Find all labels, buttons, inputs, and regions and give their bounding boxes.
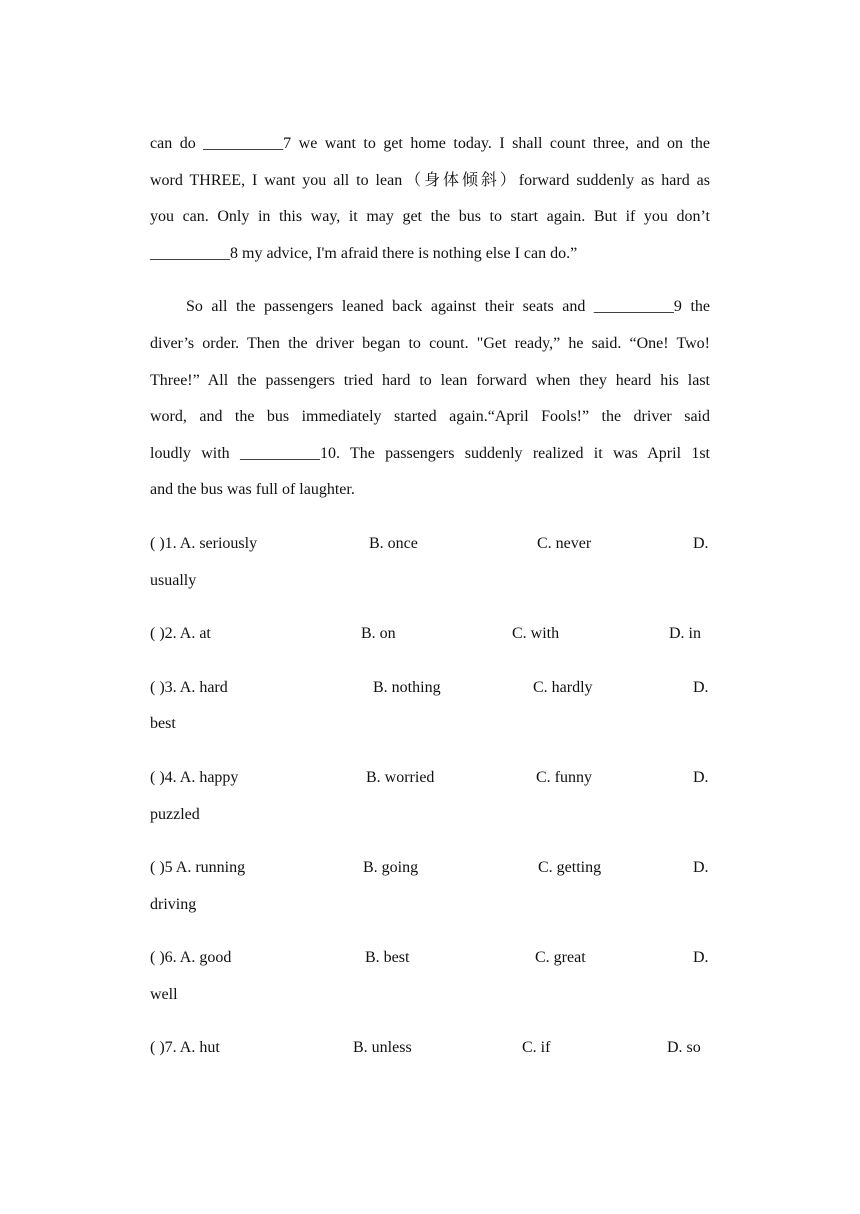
question-stem: ( )3. A. hard: [150, 678, 228, 696]
option-d: D.: [693, 859, 709, 877]
text-line: loudly with __________10. The passengers suddenly realized it was April 1st: [150, 444, 710, 462]
option-d: D. so: [667, 1039, 701, 1057]
option-d: D.: [693, 949, 709, 967]
option-d: D.: [693, 678, 709, 696]
text-line: __________8 my advice, I'm afraid there is nothing else I can do.”: [150, 244, 578, 262]
option-d-continued: puzzled: [150, 805, 200, 823]
question-stem: ( )5 A. running: [150, 859, 246, 877]
question-stem: ( )6. A. good: [150, 949, 232, 967]
question-stem: ( )4. A. happy: [150, 768, 239, 786]
question-7: [150, 1030, 710, 1067]
option-d: D. in: [669, 625, 701, 643]
question-stem: ( )2. A. at: [150, 625, 211, 643]
option-b: B. best: [365, 949, 410, 967]
option-d-continued: driving: [150, 895, 197, 913]
option-c: C. funny: [536, 768, 592, 786]
question-1: [150, 526, 710, 599]
option-d: D.: [693, 768, 709, 786]
question-3: [150, 670, 710, 743]
option-b: B. going: [363, 859, 419, 877]
option-d-continued: best: [150, 715, 176, 733]
passage-paragraph-1: [150, 126, 710, 272]
text-line: and the bus was full of laughter.: [150, 481, 355, 499]
text-line: can do __________7 we want to get home today. I shall count three, and on the: [150, 135, 710, 152]
text-line: So all the passengers leaned back against their seats and __________9 the: [186, 298, 710, 316]
question-4: [150, 760, 710, 833]
option-c: C. with: [512, 625, 560, 643]
question-stem: ( )1. A. seriously: [150, 534, 258, 552]
question-5: [150, 850, 710, 923]
question-6: [150, 940, 710, 1013]
text-line: word, and the bus immediately started again.“April Fools!” the driver said: [150, 408, 710, 426]
option-d-continued: usually: [150, 571, 197, 589]
question-stem: ( )7. A. hut: [150, 1039, 220, 1057]
option-d-continued: well: [150, 985, 178, 1003]
question-2: [150, 616, 710, 653]
option-b: B. worried: [366, 768, 435, 786]
option-b: B. on: [361, 625, 396, 643]
option-c: C. getting: [538, 859, 602, 877]
option-b: B. unless: [353, 1039, 412, 1057]
option-b: B. once: [369, 534, 418, 552]
passage-paragraph-2: [150, 289, 710, 509]
option-c: C. if: [522, 1039, 551, 1057]
text-line: Three!” All the passengers tried hard to lean forward when they heard his last: [150, 371, 710, 389]
option-b: B. nothing: [373, 678, 441, 696]
option-c: C. never: [537, 534, 592, 552]
text-line: diver’s order. Then the driver began to count. "Get ready,” he said. “One! Two!: [150, 334, 710, 352]
option-d: D.: [693, 534, 709, 552]
option-c: C. hardly: [533, 678, 593, 696]
document-page: [150, 126, 710, 1067]
text-line: word THREE, I want you all to lean（身体倾斜）forward suddenly as hard as: [150, 171, 710, 189]
option-c: C. great: [535, 949, 586, 967]
text-line: you can. Only in this way, it may get the bus to start again. But if you don’t: [150, 208, 710, 226]
